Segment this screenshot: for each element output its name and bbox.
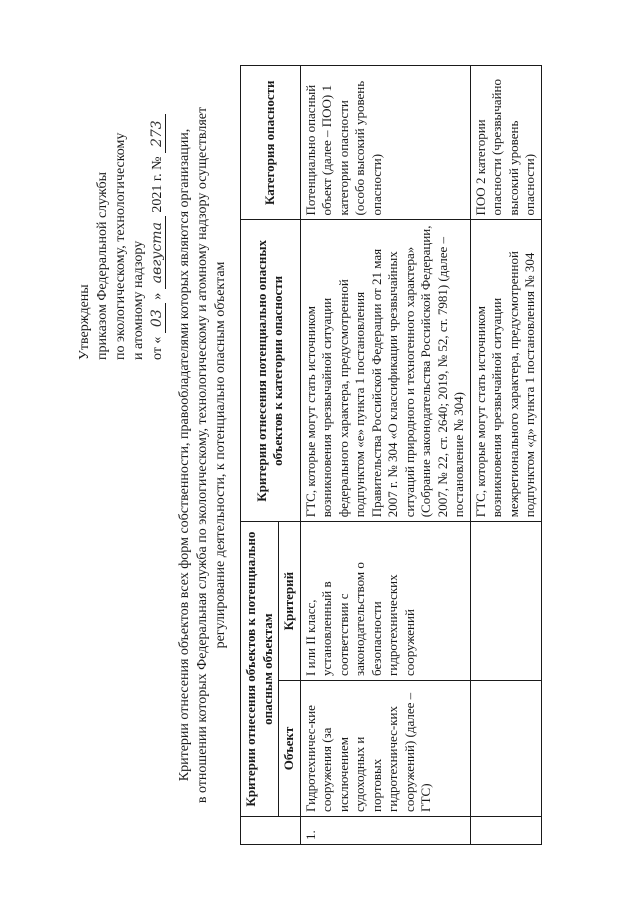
header-row <box>241 66 279 845</box>
table-row <box>300 66 470 845</box>
handwritten-month: августа <box>149 216 166 289</box>
cell-num <box>470 816 541 844</box>
title-line: регулирование деятельности, к потенциально опасным объектам <box>213 261 228 649</box>
document-title <box>176 65 230 845</box>
cell-object: Гидротехничес-кие сооружения (за исключением судоходных и портовых гидротехничес-ких сооружений) (далее – ГТС) <box>300 680 470 816</box>
cell-criteria2: ГТС, которые могут стать источником возникновения чрезвычайной ситуации федерального характера, предусмотренной подпунктом «е» пункта 1 постановления Правительства Российской Федерации от 21 мая 2007 г. № 304 «О классификации чрезвычайных ситуаций природного и техногенного характера» (Собрание законодательства Российской Федерации, 2007, № 22, ст. 2640; 2019, № 52, ст. 7981) (далее – постановление № 304) <box>300 220 470 522</box>
approval-line: по экологическому, технологическому <box>113 132 128 360</box>
cell-criteria2: ГТС, которые могут стать источником возникновения чрезвычайной ситуации межрегионального характера, предусмотренной подпунктом «д» пункта 1 постановления № 304 <box>470 220 541 522</box>
header-category: Категория опасности <box>241 66 301 220</box>
cell-criterion <box>470 522 541 681</box>
date-mid: » <box>150 292 165 300</box>
date-prefix: от « <box>150 336 165 360</box>
title-line: в отношении которых Федеральная служба по экологическому, технологическому и атомному надзору осуществляет <box>195 106 210 804</box>
approval-line: Утверждены <box>77 284 92 360</box>
cell-num: 1. <box>300 816 470 844</box>
handwritten-day: 03 <box>149 303 166 333</box>
header-criterion: Критерий <box>279 522 301 681</box>
header-num <box>241 816 301 844</box>
handwritten-number: 273 <box>149 114 166 153</box>
header-criteria2: Критерии отнесения потенциально опасных объектов к категории опасности <box>241 220 301 522</box>
criteria-table <box>240 65 542 845</box>
header-group: Критерии отнесения объектов к потенциально опасным объектам <box>241 522 279 817</box>
title-line: Критерии отнесения объектов всех форм собственности, правообладателями которых являются организации, <box>177 128 192 782</box>
cell-category: Потенциально опасный объект (далее – ПОО) 1 категории опасности (особо высокий уровень опасности) <box>300 66 470 220</box>
approval-line: приказом Федеральной службы <box>95 172 110 360</box>
approval-line: и атомному надзору <box>131 240 146 360</box>
approval-block <box>76 40 167 360</box>
cell-category: ПОО 2 категории опасности (чрезвычайно высокий уровень опасности) <box>470 66 541 220</box>
cell-object <box>470 680 541 816</box>
cell-criterion: I или II класс, установленный в соответствии с законодательством о безопасности гидротехнических сооружений <box>300 522 470 681</box>
header-object: Объект <box>279 680 301 816</box>
table-row <box>470 66 541 845</box>
date-year: 2021 г. № <box>150 156 165 213</box>
approval-date-line <box>148 40 167 360</box>
